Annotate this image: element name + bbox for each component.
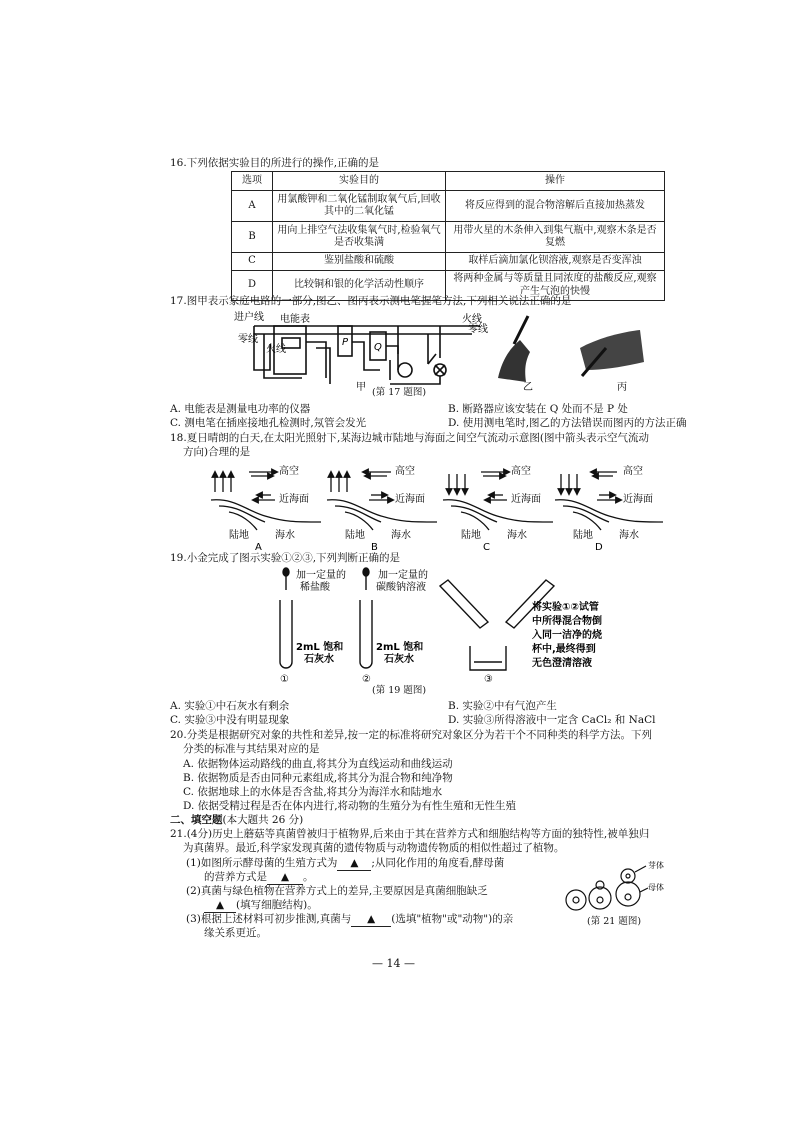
meter-label: 电能表 bbox=[280, 314, 310, 325]
q18-stem: 18.夏日晴朗的白天,在太阳光照射下,某海边城市陆地与海面之间空气流动示意图(图中箭头表示空气流动 bbox=[170, 432, 649, 444]
hand-yi-image bbox=[498, 316, 530, 382]
table-cell: 将反应得到的混合物溶解后直接加热蒸发 bbox=[446, 191, 665, 222]
table-cell: 比较铜和银的化学活动性顺序 bbox=[273, 271, 446, 301]
table-cell: 鉴别盐酸和硫酸 bbox=[273, 253, 446, 271]
q17-stem: 17.图甲表示家庭电路的一部分,图乙、图丙表示测电笔握笔方法,下列相关说法正确的是 bbox=[170, 295, 572, 307]
q21-part3 bbox=[186, 912, 513, 927]
q20-option: C. 依据地球上的水体是否含盐,将其分为海洋水和陆地水 bbox=[183, 786, 443, 798]
option-label: B bbox=[371, 542, 378, 552]
reagent-label: 加一定量的 bbox=[296, 570, 346, 581]
high-label: 高空 bbox=[623, 466, 643, 477]
answer-blank: ▲ bbox=[267, 870, 303, 885]
q16-stem: 16.下列依据实验目的所进行的操作,正确的是 bbox=[170, 157, 380, 169]
q17-option: C. 测电笔在插座接地孔检测时,氖管会发光 bbox=[170, 417, 367, 429]
page-number: — 14 — bbox=[372, 957, 415, 970]
high-label: 高空 bbox=[511, 466, 531, 477]
q21-stem: 为真菌界。最近,科学家发现真菌的遗传物质与动物遗传物质的相似性超过了植物。 bbox=[183, 842, 565, 854]
neutral-label-2: 零线 bbox=[468, 324, 488, 335]
q21-text: (填写细胞结构)。 bbox=[236, 899, 318, 911]
in-wire-label: 进户线 bbox=[234, 312, 264, 323]
q19-caption: (第 19 题图) bbox=[372, 685, 427, 696]
q21-stem: 21.(4分)历史上蘑菇等真菌曾被归于植物界,后来由于其在营养方式和细胞结构等方面的独特性,被单独归 bbox=[170, 828, 650, 840]
table-cell: 用氯酸钾和二氧化锰制取氧气后,回收其中的二氧化锰 bbox=[273, 191, 446, 222]
q20-option: D. 依据受精过程是否在体内进行,将动物的生殖分为有性生殖和无性生殖 bbox=[183, 800, 517, 812]
sample-label: 2mL 饱和 bbox=[296, 642, 344, 653]
table-cell: 用带火星的木条伸入到集气瓶中,观察木条是否复燃 bbox=[446, 222, 665, 253]
q17-option: A. 电能表是测量电功率的仪器 bbox=[170, 403, 311, 415]
sample-label: 2mL 饱和 bbox=[376, 642, 424, 653]
table-cell: 用向上排空气法收集氧气时,检验氧气是否收集满 bbox=[273, 222, 446, 253]
near-label: 近海面 bbox=[623, 494, 653, 505]
q21-part1 bbox=[186, 856, 504, 871]
option-label: D bbox=[595, 542, 603, 552]
table-cell: 取样后滴加氯化钡溶液,观察是否变浑浊 bbox=[446, 253, 665, 271]
bing-label: 丙 bbox=[617, 382, 627, 392]
q17-option: B. 断路器应该安装在 Q 处而不是 P 处 bbox=[448, 403, 628, 415]
table-header: 实验目的 bbox=[273, 172, 446, 191]
live-label-v: 火线 bbox=[266, 344, 286, 355]
sample-label: 石灰水 bbox=[304, 654, 334, 665]
table-cell: A bbox=[232, 191, 273, 222]
q21-text: 的营养方式是 bbox=[204, 871, 267, 883]
note-line: 中所得混合物倒 bbox=[532, 616, 602, 627]
reagent-label: 加一定量的 bbox=[378, 570, 428, 581]
q18-figure bbox=[205, 460, 665, 552]
experiment-mark: ② bbox=[362, 674, 371, 685]
high-label: 高空 bbox=[395, 466, 415, 477]
table-cell: B bbox=[232, 222, 273, 253]
sample-label: 石灰水 bbox=[384, 654, 414, 665]
q20-stem: 20.分类是根据研究对象的共性和差异,按一定的标准将研究对象区分为若干个不同种类的科学方法。下列 bbox=[170, 729, 653, 741]
q19-option: B. 实验②中有气泡产生 bbox=[448, 700, 557, 712]
q17-caption: (第 17 题图) bbox=[372, 387, 427, 398]
table-header: 选项 bbox=[232, 172, 273, 191]
section-title: 二、填空题 bbox=[170, 814, 223, 826]
q21-part2-cont bbox=[204, 898, 318, 913]
q21-text: (3)根据上述材料可初步推测,真菌与 bbox=[186, 913, 352, 925]
sea-label: 海水 bbox=[391, 530, 411, 541]
table-cell: C bbox=[232, 253, 273, 271]
q-label: Q bbox=[374, 342, 382, 353]
q19-option: C. 实验③中没有明显现象 bbox=[170, 714, 290, 726]
sea-label: 海水 bbox=[619, 530, 639, 541]
q19-option: A. 实验①中石灰水有剩余 bbox=[170, 700, 290, 712]
q21-part2: (2)真菌与绿色植物在营养方式上的差异,主要原因是真菌细胞缺乏 bbox=[186, 885, 488, 897]
near-label: 近海面 bbox=[279, 494, 309, 505]
section-heading bbox=[170, 813, 303, 827]
q19-option: D. 实验③所得溶液中一定含 CaCl₂ 和 NaCl bbox=[448, 714, 656, 726]
reagent-label: 稀盐酸 bbox=[300, 582, 330, 593]
answer-blank: ▲ bbox=[337, 856, 371, 871]
note-line: 杯中,最终得到 bbox=[532, 644, 596, 655]
q17-figure bbox=[230, 308, 650, 392]
answer-blank: ▲ bbox=[351, 912, 391, 927]
note-line: 无色澄清溶液 bbox=[532, 658, 592, 669]
q19-stem: 19.小金完成了图示实验①②③,下列判断正确的是 bbox=[170, 552, 401, 564]
table-header: 操作 bbox=[446, 172, 665, 191]
q21-text: (1)如图所示酵母菌的生殖方式为 bbox=[186, 857, 338, 869]
q20-option: B. 依据物质是否由同种元素组成,将其分为混合物和纯净物 bbox=[183, 772, 453, 784]
q19-figure bbox=[270, 566, 630, 686]
sea-label: 海水 bbox=[275, 530, 295, 541]
q18-stem: 方向)合理的是 bbox=[183, 446, 251, 458]
near-label: 近海面 bbox=[511, 494, 541, 505]
q17-option: D. 使用测电笔时,图乙的方法错误而图丙的方法正确 bbox=[448, 417, 687, 429]
mother-label: 母体 bbox=[648, 883, 664, 892]
q16-table bbox=[231, 171, 665, 301]
q21-part3-cont: 缘关系更近。 bbox=[204, 927, 267, 939]
q21-caption: (第 21 题图) bbox=[587, 916, 642, 927]
yi-label: 乙 bbox=[523, 382, 533, 392]
jia-label: 甲 bbox=[356, 382, 366, 392]
high-label: 高空 bbox=[279, 466, 299, 477]
q21-text: (选填"植物"或"动物")的亲 bbox=[391, 913, 514, 925]
experiment-mark: ③ bbox=[484, 674, 493, 685]
table-cell: 将两种金属与等质量且同浓度的盐酸反应,观察产生气泡的快慢 bbox=[446, 271, 665, 301]
q21-part1-cont: 的营养方式是 ▲ 。 bbox=[204, 871, 314, 883]
hand-bing-image bbox=[580, 330, 644, 376]
note-line: 入同一洁净的烧 bbox=[532, 630, 602, 641]
land-label: 陆地 bbox=[229, 530, 249, 541]
near-label: 近海面 bbox=[395, 494, 425, 505]
live-label: 火线 bbox=[462, 314, 482, 325]
p-label: P bbox=[342, 337, 349, 348]
land-label: 陆地 bbox=[573, 530, 593, 541]
option-label: C bbox=[483, 542, 490, 552]
section-note: (本大题共 26 分) bbox=[222, 814, 304, 826]
sea-label: 海水 bbox=[507, 530, 527, 541]
land-label: 陆地 bbox=[461, 530, 481, 541]
answer-blank: ▲ bbox=[204, 898, 236, 913]
reagent-label: 碳酸钠溶液 bbox=[376, 582, 426, 593]
option-label: A bbox=[255, 542, 262, 552]
land-label: 陆地 bbox=[345, 530, 365, 541]
table-cell: D bbox=[232, 271, 273, 301]
q20-option: A. 依据物体运动路线的曲直,将其分为直线运动和曲线运动 bbox=[183, 758, 453, 770]
q21-text: ;从同化作用的角度看,酵母菌 bbox=[371, 857, 505, 869]
note-line: 将实验①②试管 bbox=[532, 602, 599, 613]
neutral-label: 零线 bbox=[238, 334, 258, 345]
bud-label: 芽体 bbox=[648, 861, 664, 870]
q20-stem: 分类的标准与其结果对应的是 bbox=[183, 743, 320, 755]
experiment-mark: ① bbox=[280, 674, 289, 685]
